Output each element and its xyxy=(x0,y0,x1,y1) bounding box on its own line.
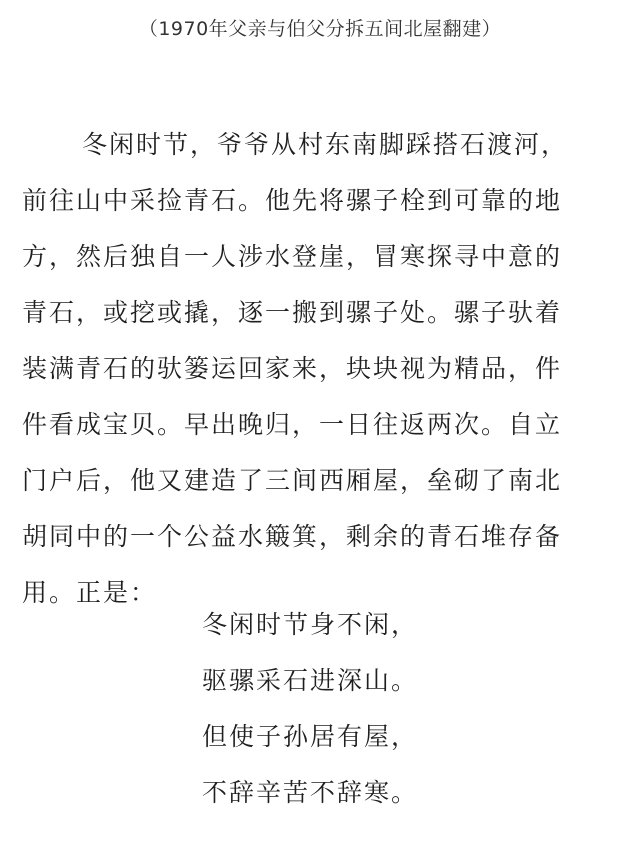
paragraph-line: 方，然后独自一人涉水登崖，冒寒探寻中意的 xyxy=(22,242,563,271)
paragraph-line: 青石，或挖或撬，逐一搬到骡子处。骡子驮着 xyxy=(22,298,563,327)
paragraph-line: 冬闲时节，爷爷从村东南脚踩搭石渡河， xyxy=(82,130,569,159)
poem-line: 但使子孙居有屋， xyxy=(202,722,419,751)
poem-line: 不辞辛苦不辞寒。 xyxy=(202,778,419,807)
paragraph-line: 件看成宝贝。早出晚归，一日往返两次。自立 xyxy=(22,410,563,439)
poem-line: 冬闲时节身不闲， xyxy=(202,610,419,639)
paragraph-line: 门户后，他又建造了三间西厢屋，垒砌了南北 xyxy=(22,466,563,495)
photo-caption: （1970年父亲与伯父分拆五间北屋翻建） xyxy=(138,18,502,40)
paragraph-line: 装满青石的驮篓运回家来，块块视为精品，件 xyxy=(22,354,563,383)
paragraph-line: 胡同中的一个公益水簸箕，剩余的青石堆存备 xyxy=(22,522,563,551)
paragraph-line: 前往山中采捡青石。他先将骡子栓到可靠的地 xyxy=(22,186,563,215)
paragraph-line: 用。正是： xyxy=(22,578,158,607)
poem-line: 驱骡采石进深山。 xyxy=(202,666,419,695)
